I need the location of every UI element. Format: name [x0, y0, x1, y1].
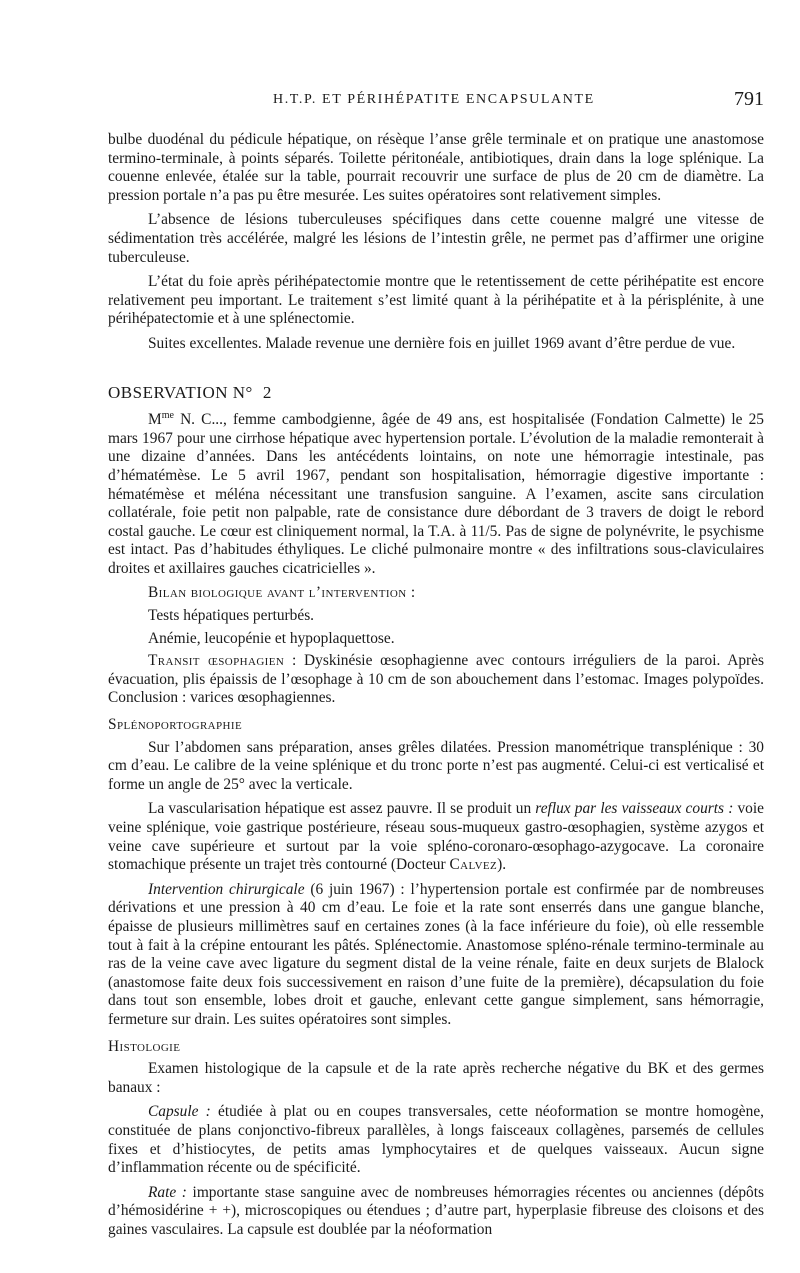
- intervention-label: Intervention chirurgicale: [148, 880, 305, 898]
- spleno-paragraph-2: [108, 800, 764, 874]
- spleno-p2-emphasis: reflux par les vaisseaux courts :: [535, 800, 734, 818]
- observation-text: N. C..., femme cambodgienne, âgée de 49 ans, est hospitalisée (Fondation Calmette) le 25 mars 1967 pour une cirrhose hépatique avec hypertension portale. L’évolution de la maladie remonterait à une dizaine d’années. Dans les antécédents lointains, on note une hémorragie intestinale, pas d’hématémèse. Le 5 avril 1967, pendant son hospitalisation, hémorragie digestive importante : hématémèse et méléna nécessitant une transfusion sanguine. A l’examen, ascite sans circulation collatérale, foie petit non palpable, rate de consistance dure débordant de 3 travers de doigt le rebord costal gauche. Le cœur est cliniquement normal, la T.A. à 11/5. Pas de signe de polynévrite, le psychisme est intact. Pas d’habitudes éthyliques. Le cliché pulmonaire montre « des infiltrations sous-claviculaires droites et axillaires gauches cicatricielles ».: [108, 411, 764, 577]
- page-body: [108, 131, 764, 1245]
- observation-heading: [108, 384, 764, 403]
- transit-paragraph: [108, 652, 764, 708]
- observation-heading-label: OBSERVATION N°: [108, 382, 253, 402]
- bilan-line-2: Anémie, leucopénie et hypoplaquettose.: [148, 629, 395, 647]
- running-head: [108, 90, 764, 114]
- bilan-line-1: Tests hépatiques perturbés.: [148, 607, 315, 625]
- intervention-text: (6 juin 1967) : l’hypertension portale est confirmée par de nombreuses dérivations et une pression à 40 cm d’eau. Le foie et la rate sont enserrés dans une gangue blanche, épaisse de plusieurs millimètres sauf en certaines zones (à la face inférieure du foie), où elle ressemble tout à fait à la crépine entourant les pâtés. Splénectomie. Anastomose spléno-rénale termino-terminale au ras de la veine cave avec ligature du segment distal de la veine rénale, faite en deux surjets de Blalock (anastomose faite deux fois successivement en raison d’une fuite de la première), décapsulation du foie dans tout son ensemble, lobes droit et gauche, enlevant cette gangue simplement, sans hémorragie, fermeture sur drain. Les suites opératoires sont simples.: [108, 880, 765, 1028]
- intro-paragraph-1: bulbe duodénal du pédicule hépatique, on résèque l’anse grêle terminale et on pratique une anastomose termino-terminale, à points séparés. Toilette péritonéale, antibiotiques, drain dans la loge splénique. La couenne enlevée, étalée sur la table, pourrait recouvrir une surface de plus de 20 cm de diamètre. La pression portale n’a pas pu être mesurée. Les suites opératoires sont relativement simples.: [108, 131, 764, 204]
- transit-text: : Dyskinésie œsophagienne avec contours irréguliers de la paroi. Après évacuation, plis épaissis de l’œsophage à 10 cm de son abouchement dans l’estomac. Images polypoïdes. Conclusion : varices œsophagiennes.: [108, 652, 765, 707]
- observation-paragraph: [108, 411, 764, 578]
- rate-text: importante stase sanguine avec de nombreuses hémorragies récentes ou anciennes (dépôts d’hémosidérine + +), microscopiques ou étendues ; d’autre part, hyperplasie fibreuse des cloisons et des gaines vasculaires. La capsule est doublée par la néoformation: [108, 1183, 764, 1238]
- histologie-heading: Histologie: [108, 1037, 181, 1055]
- observation-number: 2: [262, 382, 272, 402]
- spleno-p2-text-a: La vascularisation hépatique est assez pauvre. Il se produit un: [148, 800, 536, 818]
- capsule-text: étudiée à plat ou en coupes transversales, cette néoformation se montre homogène, constituée de plans conjonctivo-fibreux parallèles, à longs faisceaux collagènes, parsemés de cellules fixes et d’histiocytes, de petits amas lymphocytaires et de quelques vaisseaux. Aucun signe d’inflammation récente ou de spécificité.: [108, 1103, 765, 1177]
- spleno-p2-text-b: voie veine splénique, voie gastrique postérieure, réseau sous-muqueux gastro-œsophagien, système azygos et veine cave supérieure et surtout par la voie spléno-coronaro-œsophago-azygocave. La coronaire stomachique présente un trajet très contourné (Docteur: [108, 800, 764, 874]
- histo-paragraph-1: Examen histologique de la capsule et de la rate après recherche négative du BK et des germes banaux :: [108, 1060, 764, 1096]
- intro-paragraph-4: Suites excellentes. Malade revenue une dernière fois en juillet 1969 avant d’être perdue de vue.: [148, 334, 736, 352]
- spleno-p2-doctor-name: Calvez: [449, 856, 498, 874]
- transit-label: Transit œsophagien: [148, 652, 285, 670]
- spleno-paragraph-1: Sur l’abdomen sans préparation, anses grêles dilatées. Pression manométrique transplénique : 30 cm d’eau. Le calibre de la veine splénique et du tronc porte n’est pas augmenté. Celui-ci est verticalisé et forme un angle de 25° avec la verticale.: [108, 738, 764, 793]
- spleno-p2-text-c: ).: [497, 856, 507, 874]
- rate-paragraph: [108, 1184, 764, 1240]
- bilan-heading: Bilan biologique avant l’intervention :: [148, 584, 416, 602]
- capsule-paragraph: [108, 1103, 764, 1177]
- capsule-label: Capsule :: [148, 1103, 211, 1121]
- intervention-paragraph: [108, 881, 764, 1030]
- running-title: H.T.P. ET PÉRIHÉPATITE ENCAPSULANTE: [273, 92, 595, 107]
- mme-prefix: M: [148, 411, 162, 429]
- intro-paragraph-2: L’absence de lésions tuberculeuses spécifiques dans cette couenne malgré une vitesse de sédimentation très accélérée, malgré les lésions de l’intestin grêle, ne permet pas d’affirmer une origine tuberculeuse.: [108, 211, 764, 266]
- page-number: 791: [734, 88, 764, 110]
- splenoportographie-heading: Splénoportographie: [108, 716, 243, 734]
- rate-label: Rate :: [148, 1183, 187, 1201]
- intro-paragraph-3: L’état du foie après périhépatectomie montre que le retentissement de cette périhépatite est encore relativement peu important. Le traitement s’est limité quant à la périhépatite et à la périsplénite, à une périhépatectomie et à une splénectomie.: [108, 273, 764, 328]
- mme-superscript: me: [161, 410, 174, 421]
